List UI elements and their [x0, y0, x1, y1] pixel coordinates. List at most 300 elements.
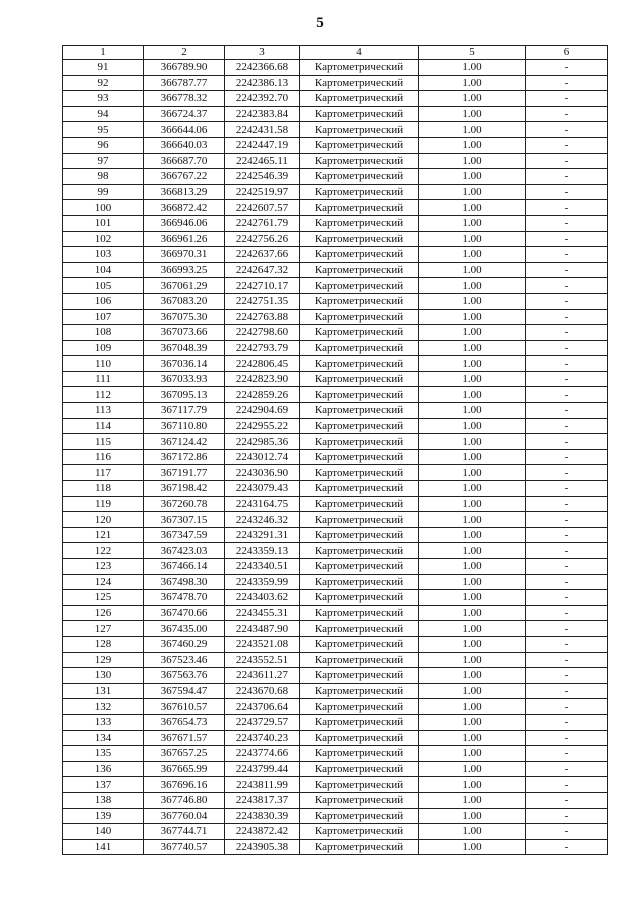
x-coordinate-cell: 366640.03: [144, 137, 225, 153]
table-row: [63, 371, 608, 387]
y-coordinate-cell: 2242366.68: [225, 60, 300, 76]
accuracy-cell: 1.00: [419, 808, 526, 824]
x-coordinate-cell: 366778.32: [144, 91, 225, 107]
y-coordinate-cell: 2243729.57: [225, 714, 300, 730]
table-row: [63, 340, 608, 356]
x-coordinate-cell: 366724.37: [144, 106, 225, 122]
x-coordinate-cell: 367760.04: [144, 808, 225, 824]
y-coordinate-cell: 2243774.66: [225, 746, 300, 762]
y-coordinate-cell: 2242751.35: [225, 293, 300, 309]
point-number-cell: 111: [63, 371, 144, 387]
x-coordinate-cell: 367198.42: [144, 481, 225, 497]
description-cell: -: [526, 325, 608, 341]
table-row: [63, 481, 608, 497]
accuracy-cell: 1.00: [419, 559, 526, 575]
description-cell: -: [526, 169, 608, 185]
method-cell: Картометрический: [300, 434, 419, 450]
table-row: [63, 824, 608, 840]
header-cell-2: 2: [144, 46, 225, 60]
accuracy-cell: 1.00: [419, 231, 526, 247]
accuracy-cell: 1.00: [419, 839, 526, 855]
x-coordinate-cell: 367061.29: [144, 278, 225, 294]
accuracy-cell: 1.00: [419, 636, 526, 652]
y-coordinate-cell: 2243611.27: [225, 668, 300, 684]
point-number-cell: 119: [63, 496, 144, 512]
table-row: [63, 465, 608, 481]
y-coordinate-cell: 2242519.97: [225, 184, 300, 200]
method-cell: Картометрический: [300, 122, 419, 138]
table-row: [63, 106, 608, 122]
table-row: [63, 293, 608, 309]
accuracy-cell: 1.00: [419, 761, 526, 777]
method-cell: Картометрический: [300, 668, 419, 684]
point-number-cell: 116: [63, 449, 144, 465]
point-number-cell: 109: [63, 340, 144, 356]
description-cell: -: [526, 481, 608, 497]
table-row: [63, 496, 608, 512]
accuracy-cell: 1.00: [419, 403, 526, 419]
x-coordinate-cell: 367740.57: [144, 839, 225, 855]
point-number-cell: 102: [63, 231, 144, 247]
point-number-cell: 139: [63, 808, 144, 824]
table-row: [63, 91, 608, 107]
method-cell: Картометрический: [300, 824, 419, 840]
accuracy-cell: 1.00: [419, 215, 526, 231]
y-coordinate-cell: 2242383.84: [225, 106, 300, 122]
y-coordinate-cell: 2242756.26: [225, 231, 300, 247]
table-row: [63, 75, 608, 91]
table-row: [63, 356, 608, 372]
x-coordinate-cell: 367523.46: [144, 652, 225, 668]
accuracy-cell: 1.00: [419, 60, 526, 76]
method-cell: Картометрический: [300, 839, 419, 855]
accuracy-cell: 1.00: [419, 574, 526, 590]
accuracy-cell: 1.00: [419, 153, 526, 169]
y-coordinate-cell: 2243817.37: [225, 792, 300, 808]
x-coordinate-cell: 367654.73: [144, 714, 225, 730]
x-coordinate-cell: 366789.90: [144, 60, 225, 76]
method-cell: Картометрический: [300, 605, 419, 621]
point-number-cell: 121: [63, 527, 144, 543]
x-coordinate-cell: 367075.30: [144, 309, 225, 325]
point-number-cell: 117: [63, 465, 144, 481]
description-cell: -: [526, 761, 608, 777]
table-body: [63, 46, 608, 855]
method-cell: Картометрический: [300, 60, 419, 76]
point-number-cell: 124: [63, 574, 144, 590]
header-cell-4: 4: [300, 46, 419, 60]
x-coordinate-cell: 367036.14: [144, 356, 225, 372]
method-cell: Картометрический: [300, 574, 419, 590]
accuracy-cell: 1.00: [419, 75, 526, 91]
x-coordinate-cell: 367466.14: [144, 559, 225, 575]
description-cell: -: [526, 636, 608, 652]
point-number-cell: 135: [63, 746, 144, 762]
table-row: [63, 559, 608, 575]
accuracy-cell: 1.00: [419, 293, 526, 309]
y-coordinate-cell: 2242904.69: [225, 403, 300, 419]
table-header-row: [63, 46, 608, 60]
method-cell: Картометрический: [300, 636, 419, 652]
table-row: [63, 137, 608, 153]
description-cell: -: [526, 340, 608, 356]
y-coordinate-cell: 2243670.68: [225, 683, 300, 699]
y-coordinate-cell: 2242823.90: [225, 371, 300, 387]
description-cell: -: [526, 293, 608, 309]
point-number-cell: 133: [63, 714, 144, 730]
accuracy-cell: 1.00: [419, 730, 526, 746]
accuracy-cell: 1.00: [419, 387, 526, 403]
point-number-cell: 132: [63, 699, 144, 715]
method-cell: Картометрический: [300, 309, 419, 325]
point-number-cell: 95: [63, 122, 144, 138]
method-cell: Картометрический: [300, 683, 419, 699]
y-coordinate-cell: 2243291.31: [225, 527, 300, 543]
x-coordinate-cell: 366872.42: [144, 200, 225, 216]
x-coordinate-cell: 366946.06: [144, 215, 225, 231]
description-cell: -: [526, 777, 608, 793]
point-number-cell: 134: [63, 730, 144, 746]
table-row: [63, 231, 608, 247]
x-coordinate-cell: 367478.70: [144, 590, 225, 606]
method-cell: Картометрический: [300, 262, 419, 278]
accuracy-cell: 1.00: [419, 200, 526, 216]
point-number-cell: 105: [63, 278, 144, 294]
table-row: [63, 153, 608, 169]
description-cell: -: [526, 262, 608, 278]
x-coordinate-cell: 367033.93: [144, 371, 225, 387]
description-cell: -: [526, 60, 608, 76]
y-coordinate-cell: 2243340.51: [225, 559, 300, 575]
point-number-cell: 94: [63, 106, 144, 122]
x-coordinate-cell: 367260.78: [144, 496, 225, 512]
accuracy-cell: 1.00: [419, 746, 526, 762]
point-number-cell: 101: [63, 215, 144, 231]
point-number-cell: 120: [63, 512, 144, 528]
y-coordinate-cell: 2242761.79: [225, 215, 300, 231]
method-cell: Картометрический: [300, 777, 419, 793]
x-coordinate-cell: 367563.76: [144, 668, 225, 684]
point-number-cell: 118: [63, 481, 144, 497]
description-cell: -: [526, 605, 608, 621]
table-row: [63, 636, 608, 652]
accuracy-cell: 1.00: [419, 371, 526, 387]
y-coordinate-cell: 2242637.66: [225, 247, 300, 263]
x-coordinate-cell: 367172.86: [144, 449, 225, 465]
method-cell: Картометрический: [300, 247, 419, 263]
y-coordinate-cell: 2242447.19: [225, 137, 300, 153]
method-cell: Картометрический: [300, 403, 419, 419]
table-row: [63, 777, 608, 793]
table-row: [63, 215, 608, 231]
y-coordinate-cell: 2243872.42: [225, 824, 300, 840]
method-cell: Картометрический: [300, 325, 419, 341]
point-number-cell: 122: [63, 543, 144, 559]
table-row: [63, 434, 608, 450]
method-cell: Картометрический: [300, 465, 419, 481]
x-coordinate-cell: 367470.66: [144, 605, 225, 621]
x-coordinate-cell: 367665.99: [144, 761, 225, 777]
point-number-cell: 91: [63, 60, 144, 76]
x-coordinate-cell: 366961.26: [144, 231, 225, 247]
table-row: [63, 574, 608, 590]
accuracy-cell: 1.00: [419, 683, 526, 699]
y-coordinate-cell: 2243036.90: [225, 465, 300, 481]
y-coordinate-cell: 2243359.99: [225, 574, 300, 590]
description-cell: -: [526, 824, 608, 840]
y-coordinate-cell: 2242985.36: [225, 434, 300, 450]
description-cell: -: [526, 309, 608, 325]
method-cell: Картометрический: [300, 481, 419, 497]
y-coordinate-cell: 2243359.13: [225, 543, 300, 559]
point-number-cell: 113: [63, 403, 144, 419]
accuracy-cell: 1.00: [419, 325, 526, 341]
point-number-cell: 97: [63, 153, 144, 169]
point-number-cell: 136: [63, 761, 144, 777]
y-coordinate-cell: 2243521.08: [225, 636, 300, 652]
description-cell: -: [526, 559, 608, 575]
accuracy-cell: 1.00: [419, 699, 526, 715]
method-cell: Картометрический: [300, 75, 419, 91]
table-row: [63, 668, 608, 684]
description-cell: -: [526, 184, 608, 200]
y-coordinate-cell: 2243455.31: [225, 605, 300, 621]
accuracy-cell: 1.00: [419, 652, 526, 668]
x-coordinate-cell: 367191.77: [144, 465, 225, 481]
table-row: [63, 761, 608, 777]
accuracy-cell: 1.00: [419, 309, 526, 325]
table-row: [63, 247, 608, 263]
y-coordinate-cell: 2243905.38: [225, 839, 300, 855]
accuracy-cell: 1.00: [419, 169, 526, 185]
header-cell-3: 3: [225, 46, 300, 60]
point-number-cell: 100: [63, 200, 144, 216]
y-coordinate-cell: 2242431.58: [225, 122, 300, 138]
accuracy-cell: 1.00: [419, 340, 526, 356]
description-cell: -: [526, 683, 608, 699]
description-cell: -: [526, 247, 608, 263]
accuracy-cell: 1.00: [419, 527, 526, 543]
description-cell: -: [526, 621, 608, 637]
method-cell: Картометрический: [300, 652, 419, 668]
method-cell: Картометрический: [300, 746, 419, 762]
y-coordinate-cell: 2242607.57: [225, 200, 300, 216]
y-coordinate-cell: 2242806.45: [225, 356, 300, 372]
description-cell: -: [526, 574, 608, 590]
x-coordinate-cell: 366687.70: [144, 153, 225, 169]
point-number-cell: 141: [63, 839, 144, 855]
x-coordinate-cell: 367657.25: [144, 746, 225, 762]
accuracy-cell: 1.00: [419, 512, 526, 528]
table-row: [63, 621, 608, 637]
x-coordinate-cell: 366813.29: [144, 184, 225, 200]
point-number-cell: 137: [63, 777, 144, 793]
y-coordinate-cell: 2242859.26: [225, 387, 300, 403]
table-row: [63, 839, 608, 855]
method-cell: Картометрический: [300, 137, 419, 153]
description-cell: -: [526, 137, 608, 153]
point-number-cell: 104: [63, 262, 144, 278]
point-number-cell: 107: [63, 309, 144, 325]
description-cell: -: [526, 75, 608, 91]
coordinates-table: [62, 45, 608, 855]
description-cell: -: [526, 714, 608, 730]
method-cell: Картометрический: [300, 215, 419, 231]
y-coordinate-cell: 2243079.43: [225, 481, 300, 497]
method-cell: Картометрический: [300, 792, 419, 808]
method-cell: Картометрический: [300, 559, 419, 575]
table-row: [63, 590, 608, 606]
method-cell: Картометрический: [300, 278, 419, 294]
y-coordinate-cell: 2243403.62: [225, 590, 300, 606]
description-cell: -: [526, 668, 608, 684]
x-coordinate-cell: 367746.80: [144, 792, 225, 808]
description-cell: -: [526, 278, 608, 294]
description-cell: -: [526, 356, 608, 372]
method-cell: Картометрический: [300, 387, 419, 403]
description-cell: -: [526, 746, 608, 762]
point-number-cell: 99: [63, 184, 144, 200]
table-row: [63, 278, 608, 294]
table-row: [63, 449, 608, 465]
description-cell: -: [526, 403, 608, 419]
table-row: [63, 418, 608, 434]
description-cell: -: [526, 418, 608, 434]
description-cell: -: [526, 512, 608, 528]
x-coordinate-cell: 367117.79: [144, 403, 225, 419]
description-cell: -: [526, 808, 608, 824]
description-cell: -: [526, 792, 608, 808]
method-cell: Картометрический: [300, 761, 419, 777]
y-coordinate-cell: 2243740.23: [225, 730, 300, 746]
accuracy-cell: 1.00: [419, 184, 526, 200]
table-row: [63, 714, 608, 730]
description-cell: -: [526, 200, 608, 216]
point-number-cell: 93: [63, 91, 144, 107]
description-cell: -: [526, 543, 608, 559]
accuracy-cell: 1.00: [419, 356, 526, 372]
accuracy-cell: 1.00: [419, 247, 526, 263]
method-cell: Картометрический: [300, 808, 419, 824]
method-cell: Картометрический: [300, 153, 419, 169]
method-cell: Картометрический: [300, 200, 419, 216]
y-coordinate-cell: 2243830.39: [225, 808, 300, 824]
x-coordinate-cell: 367435.00: [144, 621, 225, 637]
y-coordinate-cell: 2242710.17: [225, 278, 300, 294]
point-number-cell: 140: [63, 824, 144, 840]
y-coordinate-cell: 2243164.75: [225, 496, 300, 512]
x-coordinate-cell: 366993.25: [144, 262, 225, 278]
table-row: [63, 652, 608, 668]
point-number-cell: 103: [63, 247, 144, 263]
description-cell: -: [526, 652, 608, 668]
table-row: [63, 184, 608, 200]
x-coordinate-cell: 367498.30: [144, 574, 225, 590]
y-coordinate-cell: 2243487.90: [225, 621, 300, 637]
method-cell: Картометрический: [300, 699, 419, 715]
x-coordinate-cell: 367073.66: [144, 325, 225, 341]
page-number: 5: [316, 15, 324, 31]
header-cell-1: 1: [63, 46, 144, 60]
table-row: [63, 325, 608, 341]
accuracy-cell: 1.00: [419, 543, 526, 559]
x-coordinate-cell: 367460.29: [144, 636, 225, 652]
y-coordinate-cell: 2242546.39: [225, 169, 300, 185]
accuracy-cell: 1.00: [419, 714, 526, 730]
accuracy-cell: 1.00: [419, 418, 526, 434]
y-coordinate-cell: 2243552.51: [225, 652, 300, 668]
point-number-cell: 114: [63, 418, 144, 434]
header-cell-5: 5: [419, 46, 526, 60]
y-coordinate-cell: 2243706.64: [225, 699, 300, 715]
point-number-cell: 129: [63, 652, 144, 668]
y-coordinate-cell: 2243799.44: [225, 761, 300, 777]
accuracy-cell: 1.00: [419, 465, 526, 481]
x-coordinate-cell: 366644.06: [144, 122, 225, 138]
description-cell: -: [526, 449, 608, 465]
method-cell: Картометрический: [300, 371, 419, 387]
description-cell: -: [526, 699, 608, 715]
x-coordinate-cell: 367095.13: [144, 387, 225, 403]
table-row: [63, 262, 608, 278]
description-cell: -: [526, 122, 608, 138]
point-number-cell: 126: [63, 605, 144, 621]
point-number-cell: 115: [63, 434, 144, 450]
x-coordinate-cell: 367048.39: [144, 340, 225, 356]
x-coordinate-cell: 366970.31: [144, 247, 225, 263]
accuracy-cell: 1.00: [419, 668, 526, 684]
point-number-cell: 92: [63, 75, 144, 91]
y-coordinate-cell: 2243246.32: [225, 512, 300, 528]
y-coordinate-cell: 2242798.60: [225, 325, 300, 341]
accuracy-cell: 1.00: [419, 824, 526, 840]
x-coordinate-cell: 367594.47: [144, 683, 225, 699]
table-row: [63, 699, 608, 715]
method-cell: Картометрический: [300, 543, 419, 559]
y-coordinate-cell: 2242647.32: [225, 262, 300, 278]
method-cell: Картометрический: [300, 590, 419, 606]
description-cell: -: [526, 839, 608, 855]
x-coordinate-cell: 366787.77: [144, 75, 225, 91]
method-cell: Картометрический: [300, 621, 419, 637]
table-row: [63, 200, 608, 216]
x-coordinate-cell: 367347.59: [144, 527, 225, 543]
point-number-cell: 110: [63, 356, 144, 372]
table-row: [63, 60, 608, 76]
accuracy-cell: 1.00: [419, 777, 526, 793]
table-row: [63, 792, 608, 808]
method-cell: Картометрический: [300, 106, 419, 122]
description-cell: -: [526, 371, 608, 387]
y-coordinate-cell: 2243012.74: [225, 449, 300, 465]
description-cell: -: [526, 231, 608, 247]
accuracy-cell: 1.00: [419, 605, 526, 621]
description-cell: -: [526, 153, 608, 169]
method-cell: Картометрический: [300, 356, 419, 372]
point-number-cell: 127: [63, 621, 144, 637]
method-cell: Картометрический: [300, 184, 419, 200]
method-cell: Картометрический: [300, 512, 419, 528]
table-row: [63, 730, 608, 746]
table-row: [63, 512, 608, 528]
accuracy-cell: 1.00: [419, 262, 526, 278]
point-number-cell: 106: [63, 293, 144, 309]
description-cell: -: [526, 434, 608, 450]
y-coordinate-cell: 2242793.79: [225, 340, 300, 356]
accuracy-cell: 1.00: [419, 792, 526, 808]
table-row: [63, 122, 608, 138]
table-row: [63, 403, 608, 419]
